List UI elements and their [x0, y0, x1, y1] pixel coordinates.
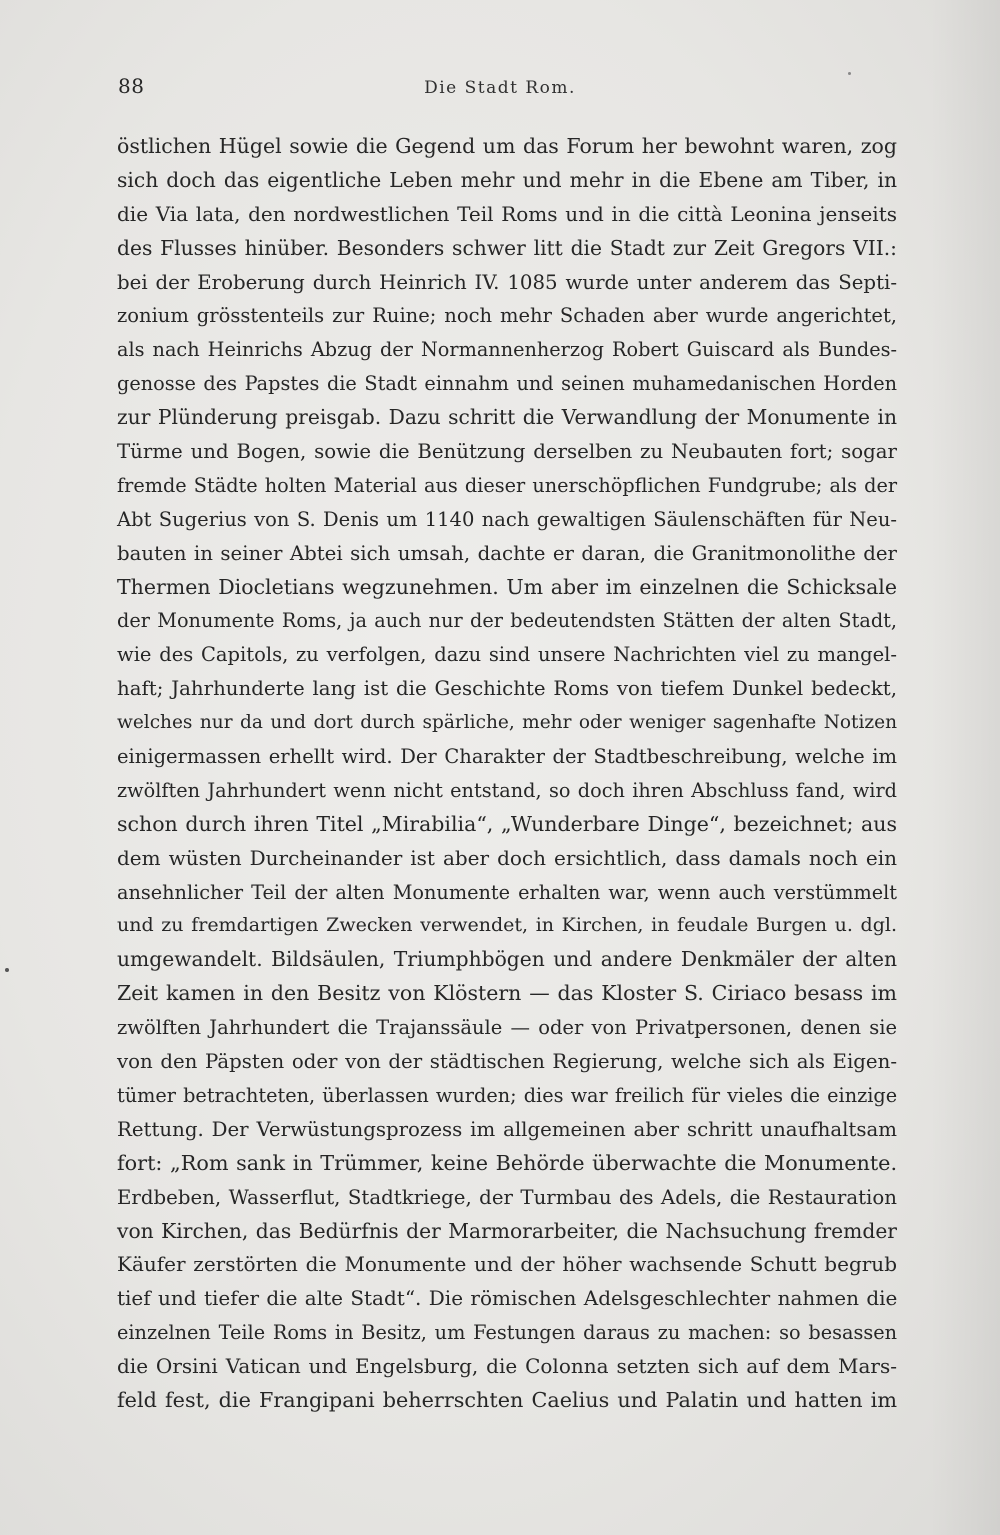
running-head-title: Die Stadt Rom. [424, 78, 576, 98]
text-line: fremde Städte holten Material aus dieser unerschöpflichen Fundgrube; als der [117, 473, 898, 497]
text-line: einigermassen erhellt wird. Der Charakter der Stadtbeschreibung, welche im [117, 745, 897, 769]
body-text [117, 130, 897, 1418]
text-line: zwölften Jahrhundert wenn nicht entstand, so doch ihren Abschluss fand, wird [117, 778, 897, 802]
text-line: Käufer zerstörten die Monumente und der höher wachsende Schutt begrub [117, 1252, 897, 1277]
text-line: schon durch ihren Titel „Mirabilia“, „Wunderbare Dinge“, bezeichnet; aus [117, 811, 897, 836]
text-line: Zeit kamen in den Besitz von Klöstern — das Kloster S. Ciriaco besass im [117, 981, 897, 1006]
text-line: Rettung. Der Verwüstungsprozess im allgemeinen aber schritt unaufhaltsam [117, 1117, 897, 1141]
text-line: tümer betrachteten, überlassen wurden; dies war freilich für vieles die einzige [117, 1083, 898, 1107]
text-line: Erdbeben, Wasserflut, Stadtkriege, der Turmbau des Adels, die Restauration [117, 1185, 897, 1209]
text-line: umgewandelt. Bildsäulen, Triumphbögen und andere Denkmäler der alten [117, 947, 897, 972]
text-line: bei der Eroberung durch Heinrich IV. 1085 wurde unter anderem das Septi- [117, 270, 897, 294]
text-line: und zu fremdartigen Zwecken verwendet, in Kirchen, in feudale Burgen u. dgl. [117, 914, 897, 937]
scan-speck-dot [5, 968, 9, 972]
text-line: die Orsini Vatican und Engelsburg, die Colonna setzten sich auf dem Mars- [117, 1354, 897, 1379]
text-line: einzelnen Teile Roms in Besitz, um Festungen daraus zu machen: so besassen [117, 1321, 897, 1345]
text-line: von Kirchen, das Bedürfnis der Marmorarbeiter, die Nachsuchung fremder [117, 1218, 897, 1243]
page-number: 88 [118, 74, 145, 98]
text-line: tief und tiefer die alte Stadt“. Die römischen Adelsgeschlechter nahmen die [117, 1286, 898, 1311]
text-line: sich doch das eigentliche Leben mehr und mehr in die Ebene am Tiber, in [117, 167, 897, 192]
text-line: Abt Sugerius von S. Denis um 1140 nach gewaltigen Säulenschäften für Neu- [117, 507, 897, 531]
text-line: Thermen Diocletians wegzunehmen. Um aber im einzelnen die Schicksale [117, 574, 897, 599]
text-line: haft; Jahrhunderte lang ist die Geschichte Roms von tiefem Dunkel bedeckt, [117, 677, 897, 701]
text-line: als nach Heinrichs Abzug der Normannenherzog Robert Guiscard als Bundes- [117, 338, 897, 362]
text-line: zonium grösstenteils zur Ruine; noch mehr Schaden aber wurde angerichtet, [117, 304, 897, 328]
text-line: welches nur da und dort durch spärliche, mehr oder weniger sagenhafte Notizen [117, 712, 897, 734]
text-line: zwölften Jahrhundert die Trajanssäule — oder von Privatpersonen, denen sie [117, 1016, 897, 1040]
text-line: feld fest, die Frangipani beherrschten Caelius und Palatin und hatten im [117, 1387, 897, 1412]
text-line: des Flusses hinüber. Besonders schwer litt die Stadt zur Zeit Gregors VII.: [117, 235, 897, 260]
text-line: von den Päpsten oder von der städtischen Regierung, welche sich als Eigen- [117, 1050, 897, 1074]
text-line: die Via lata, den nordwestlichen Teil Roms und in die città Leonina jenseits [117, 201, 897, 226]
scan-speck-dot [848, 72, 851, 75]
text-line: bauten in seiner Abtei sich umsah, dachte er daran, die Granitmonolithe der [117, 541, 897, 565]
text-line: Türme und Bogen, sowie die Benützung derselben zu Neubauten fort; sogar [117, 440, 897, 464]
text-line: östlichen Hügel sowie die Gegend um das Forum her bewohnt waren, zog [117, 134, 897, 158]
text-line: ansehnlicher Teil der alten Monumente erhalten war, wenn auch verstümmelt [117, 880, 897, 904]
text-line: zur Plünderung preisgab. Dazu schritt die Verwandlung der Monumente in [117, 405, 897, 430]
text-line: genosse des Papstes die Stadt einnahm und seinen muhamedanischen Horden [117, 372, 897, 396]
text-line: der Monumente Roms, ja auch nur der bedeutendsten Stätten der alten Stadt, [117, 609, 897, 633]
text-line: fort: „Rom sank in Trümmer, keine Behörde überwachte die Monumente. [117, 1150, 898, 1175]
text-line: dem wüsten Durcheinander ist aber doch ersichtlich, dass damals noch ein [117, 845, 897, 870]
text-line: wie des Capitols, zu verfolgen, dazu sind unsere Nachrichten viel zu mangel- [117, 643, 897, 667]
